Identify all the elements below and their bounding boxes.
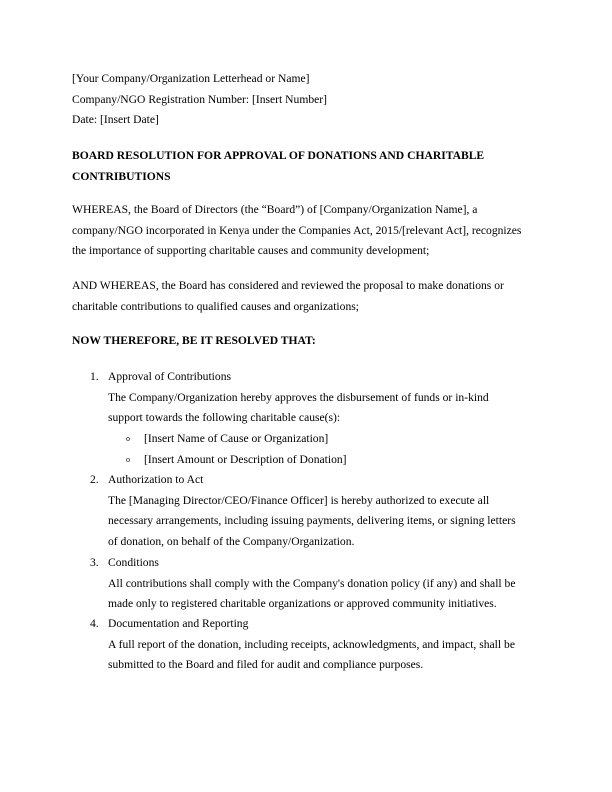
- paragraph-line: company/NGO incorporated in Kenya under the Companies Act, 2015/[relevant Act], recognizes: [72, 223, 522, 237]
- hollow-bullet-icon: o: [126, 455, 130, 464]
- paragraph-line: AND WHEREAS, the Board has considered and reviewed the proposal to make donations or: [72, 279, 504, 292]
- item-number: 4.: [90, 617, 99, 630]
- item-number: 1.: [90, 370, 99, 383]
- resolved-heading: [72, 331, 542, 352]
- letterhead-block: [72, 69, 542, 131]
- letterhead-line: [Your Company/Organization Letterhead or Name]: [72, 72, 310, 85]
- title-line-2: CONTRIBUTIONS: [72, 169, 171, 183]
- hollow-bullet-icon: o: [126, 434, 130, 443]
- sub-item-2: [126, 450, 347, 471]
- resolution-item-2: [90, 470, 542, 552]
- paragraph-line: the importance of supporting charitable causes and community development;: [72, 244, 430, 257]
- resolution-item-3: [90, 553, 542, 615]
- item-body-line: of donation, on behalf of the Company/Organization.: [108, 534, 355, 548]
- date-line: Date: [Insert Date]: [72, 113, 159, 126]
- sub-item-text: [Insert Name of Cause or Organization]: [144, 432, 329, 445]
- resolution-title: [72, 146, 542, 187]
- sub-item-text: [Insert Amount or Description of Donation]: [144, 453, 347, 466]
- resolution-item-1: [90, 367, 542, 429]
- item-number: 3.: [90, 556, 99, 569]
- item-heading: Documentation and Reporting: [108, 617, 249, 630]
- item-heading: Approval of Contributions: [108, 370, 232, 383]
- and-whereas-paragraph: [72, 276, 542, 317]
- item-body-line: A full report of the donation, including receipts, acknowledgments, and impact, shall be: [108, 637, 515, 651]
- whereas-paragraph: [72, 200, 542, 262]
- item-body-line: made only to registered charitable organizations or approved community initiatives.: [108, 597, 497, 610]
- item-body-line: submitted to the Board and filed for audit and compliance purposes.: [108, 658, 424, 671]
- paragraph-line: WHEREAS, the Board of Directors (the “Board”) of [Company/Organization Name], a: [72, 203, 478, 216]
- resolution-item-4: [90, 614, 542, 676]
- item-body-line: The [Managing Director/CEO/Finance Officer] is hereby authorized to execute all: [108, 493, 490, 507]
- registration-line: Company/NGO Registration Number: [Insert Number]: [72, 92, 328, 106]
- resolved-heading-text: NOW THEREFORE, BE IT RESOLVED THAT:: [72, 334, 316, 347]
- item-body-line: support towards the following charitable cause(s):: [108, 411, 341, 424]
- item-heading: Conditions: [108, 556, 159, 569]
- sub-item-1: [126, 429, 328, 450]
- item-body-line: necessary arrangements, including issuing payments, delivering items, or signing letters: [108, 514, 516, 527]
- item-body-line: All contributions shall comply with the Company's donation policy (if any) and shall be: [108, 576, 516, 590]
- title-line-1: BOARD RESOLUTION FOR APPROVAL OF DONATIONS AND CHARITABLE: [72, 149, 485, 162]
- item-number: 2.: [90, 473, 99, 486]
- paragraph-line: charitable contributions to qualified causes and organizations;: [72, 299, 359, 313]
- item-heading: Authorization to Act: [108, 473, 204, 486]
- item-body-line: The Company/Organization hereby approves the disbursement of funds or in-kind: [108, 390, 489, 404]
